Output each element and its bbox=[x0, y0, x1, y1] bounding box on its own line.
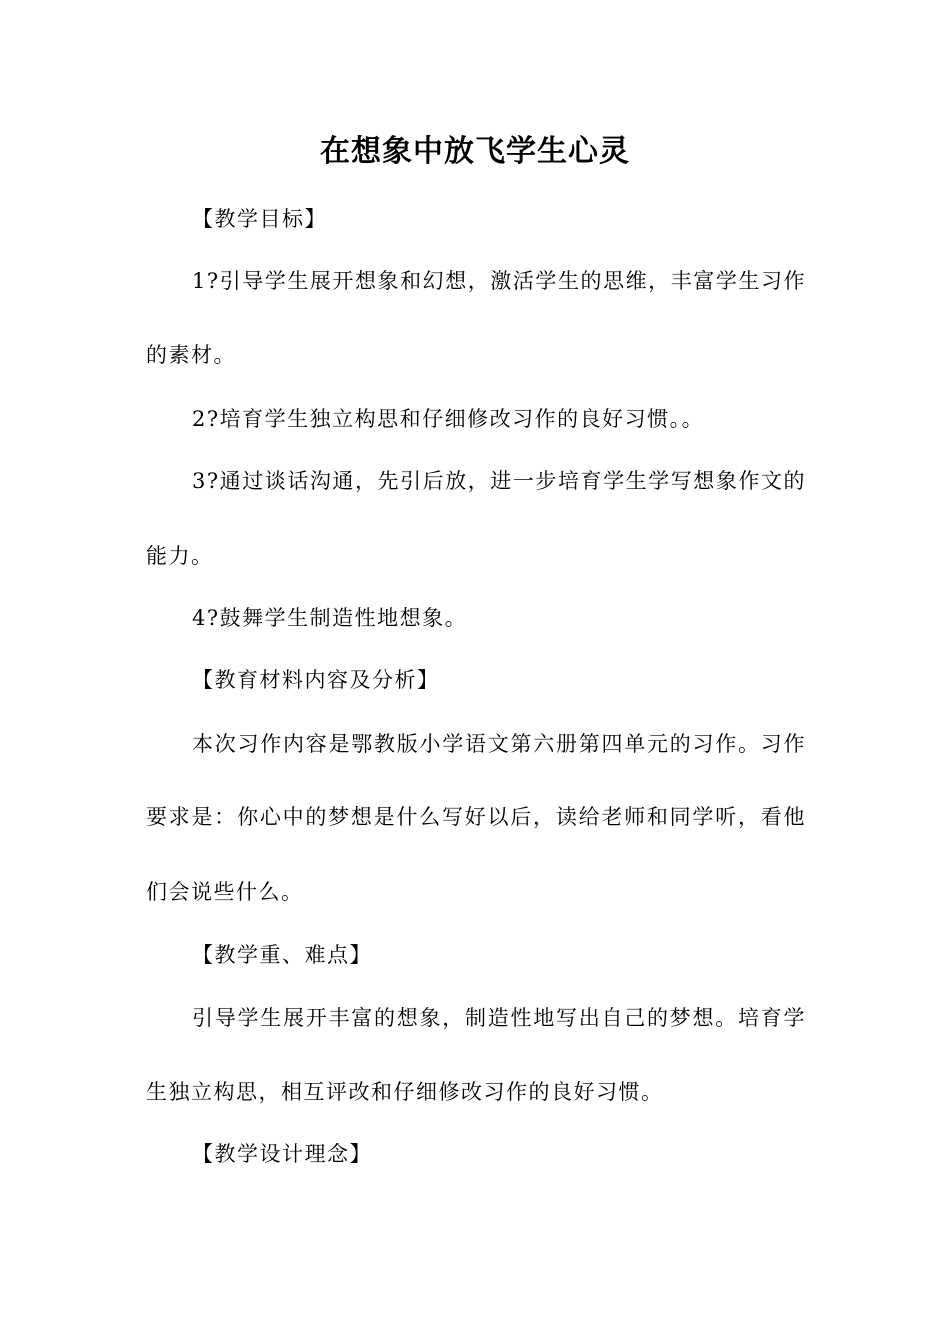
paragraph-line: 的素材。 bbox=[146, 343, 236, 367]
paragraph-line: 1?引导学生展开想象和幻想，激活学生的思维，丰富学生习作 bbox=[192, 269, 806, 293]
paragraph-line: 能力。 bbox=[146, 544, 214, 568]
paragraph-line: 2?培育学生独立构思和仔细修改习作的良好习惯。。 bbox=[192, 407, 705, 431]
document-title: 在想象中放飞学生心灵 bbox=[320, 134, 630, 169]
heading-teaching-goals: 【教学目标】 bbox=[192, 207, 327, 231]
paragraph-line: 本次习作内容是鄂教版小学语文第六册第四单元的习作。习作 bbox=[192, 732, 806, 756]
heading-key-points: 【教学重、难点】 bbox=[192, 943, 372, 967]
paragraph-line: 生独立构思，相互评改和仔细修改习作的良好习惯。 bbox=[146, 1080, 664, 1104]
heading-material-analysis: 【教育材料内容及分析】 bbox=[192, 668, 440, 692]
paragraph-line: 引导学生展开丰富的想象，制造性地写出自己的梦想。培育学 bbox=[192, 1006, 806, 1030]
heading-design-concept: 【教学设计理念】 bbox=[192, 1142, 372, 1166]
paragraph-line: 们会说些什么。 bbox=[146, 880, 304, 904]
paragraph-line: 4?鼓舞学生制造性地想象。 bbox=[192, 606, 468, 630]
paragraph-line: 3?通过谈话沟通，先引后放，进一步培育学生学写想象作文的 bbox=[192, 469, 806, 493]
paragraph-line: 要求是：你心中的梦想是什么写好以后，读给老师和同学听，看他 bbox=[146, 805, 806, 829]
